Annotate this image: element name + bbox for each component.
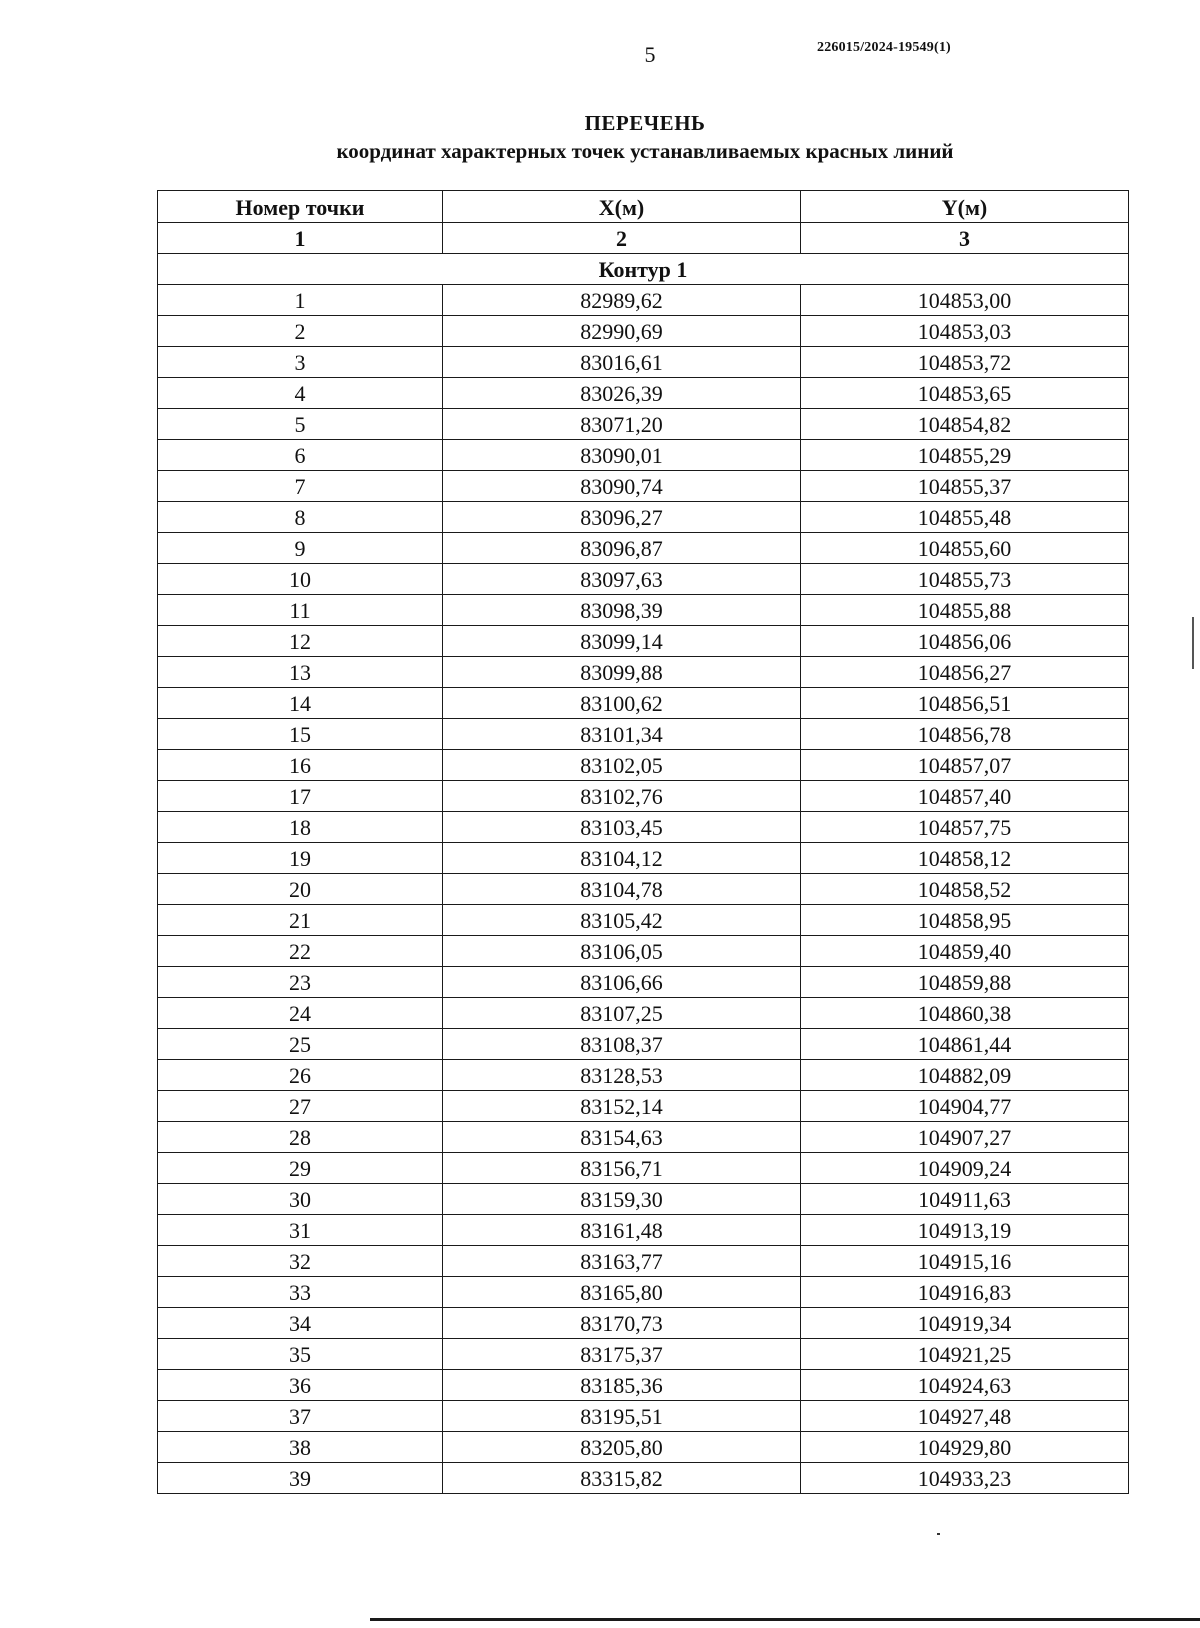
x-coordinate-cell: 83097,63 [443,564,801,595]
table-row [158,409,1129,440]
document-reference: 226015/2024-19549(1) [817,40,951,55]
table-row [158,502,1129,533]
x-coordinate-cell: 83071,20 [443,409,801,440]
x-coordinate-cell: 83096,27 [443,502,801,533]
point-number-cell: 37 [158,1401,443,1432]
point-number-cell: 24 [158,998,443,1029]
point-number-cell: 8 [158,502,443,533]
y-coordinate-cell: 104855,88 [801,595,1129,626]
x-coordinate-cell: 83104,78 [443,874,801,905]
table-row [158,285,1129,316]
x-coordinate-cell: 83102,05 [443,750,801,781]
y-coordinate-cell: 104924,63 [801,1370,1129,1401]
y-coordinate-cell: 104855,73 [801,564,1129,595]
page-number: 5 [644,42,656,67]
point-number-cell: 29 [158,1153,443,1184]
point-number-cell: 22 [158,936,443,967]
y-coordinate-cell: 104856,27 [801,657,1129,688]
x-coordinate-cell: 83156,71 [443,1153,801,1184]
x-coordinate-cell: 83104,12 [443,843,801,874]
point-number-cell: 10 [158,564,443,595]
y-coordinate-cell: 104857,40 [801,781,1129,812]
x-coordinate-cell: 83163,77 [443,1246,801,1277]
table-row [158,657,1129,688]
y-coordinate-cell: 104853,00 [801,285,1129,316]
table-row [158,998,1129,1029]
point-number-cell: 4 [158,378,443,409]
point-number-cell: 36 [158,1370,443,1401]
table-row [158,843,1129,874]
column-header-y: Y(м) [801,191,1129,223]
y-coordinate-cell: 104853,65 [801,378,1129,409]
x-coordinate-cell: 83175,37 [443,1339,801,1370]
point-number-cell: 17 [158,781,443,812]
document-title: ПЕРЕЧЕНЬ [584,111,706,135]
x-coordinate-cell: 83128,53 [443,1060,801,1091]
point-number-cell: 26 [158,1060,443,1091]
x-coordinate-cell: 83096,87 [443,533,801,564]
point-number-cell: 30 [158,1184,443,1215]
table-row [158,1432,1129,1463]
x-coordinate-cell: 83099,14 [443,626,801,657]
table-row [158,378,1129,409]
y-coordinate-cell: 104904,77 [801,1091,1129,1122]
point-number-cell: 3 [158,347,443,378]
y-coordinate-cell: 104858,52 [801,874,1129,905]
table-row [158,471,1129,502]
x-coordinate-cell: 83154,63 [443,1122,801,1153]
y-coordinate-cell: 104909,24 [801,1153,1129,1184]
table-row [158,905,1129,936]
x-coordinate-cell: 83159,30 [443,1184,801,1215]
table-row [158,595,1129,626]
point-number-cell: 31 [158,1215,443,1246]
point-number-cell: 16 [158,750,443,781]
column-number: 3 [801,223,1129,254]
y-coordinate-cell: 104856,78 [801,719,1129,750]
table-row [158,1246,1129,1277]
x-coordinate-cell: 83101,34 [443,719,801,750]
y-coordinate-cell: 104856,51 [801,688,1129,719]
bottom-edge-line [370,1618,1200,1621]
table-row [158,750,1129,781]
table-row [158,440,1129,471]
x-coordinate-cell: 83103,45 [443,812,801,843]
x-coordinate-cell: 83195,51 [443,1401,801,1432]
table-row [158,533,1129,564]
table-row [158,688,1129,719]
point-number-cell: 18 [158,812,443,843]
y-coordinate-cell: 104855,48 [801,502,1129,533]
point-number-cell: 2 [158,316,443,347]
x-coordinate-cell: 83205,80 [443,1432,801,1463]
x-coordinate-cell: 83098,39 [443,595,801,626]
table-row [158,812,1129,843]
point-number-cell: 39 [158,1463,443,1494]
x-coordinate-cell: 83106,05 [443,936,801,967]
column-number-row [158,223,1129,254]
point-number-cell: 15 [158,719,443,750]
x-coordinate-cell: 83105,42 [443,905,801,936]
y-coordinate-cell: 104855,60 [801,533,1129,564]
y-coordinate-cell: 104853,72 [801,347,1129,378]
table-row [158,347,1129,378]
y-coordinate-cell: 104915,16 [801,1246,1129,1277]
table-row [158,1215,1129,1246]
table-row [158,1122,1129,1153]
point-number-cell: 12 [158,626,443,657]
y-coordinate-cell: 104857,07 [801,750,1129,781]
point-number-cell: 32 [158,1246,443,1277]
point-number-cell: 13 [158,657,443,688]
x-coordinate-cell: 83152,14 [443,1091,801,1122]
table-row [158,936,1129,967]
point-number-cell: 14 [158,688,443,719]
table-row [158,1060,1129,1091]
scan-speck [937,1533,940,1535]
table-row [158,1277,1129,1308]
point-number-cell: 7 [158,471,443,502]
x-coordinate-cell: 83170,73 [443,1308,801,1339]
y-coordinate-cell: 104927,48 [801,1401,1129,1432]
table-row [158,1308,1129,1339]
y-coordinate-cell: 104861,44 [801,1029,1129,1060]
y-coordinate-cell: 104921,25 [801,1339,1129,1370]
table-row [158,564,1129,595]
table-header-row [158,191,1129,223]
table-row [158,316,1129,347]
coordinates-table [157,190,1129,1494]
y-coordinate-cell: 104855,37 [801,471,1129,502]
point-number-cell: 11 [158,595,443,626]
x-coordinate-cell: 82989,62 [443,285,801,316]
point-number-cell: 21 [158,905,443,936]
x-coordinate-cell: 83026,39 [443,378,801,409]
y-coordinate-cell: 104856,06 [801,626,1129,657]
table-row [158,967,1129,998]
section-row [158,254,1129,285]
x-coordinate-cell: 83161,48 [443,1215,801,1246]
column-header-point-number: Номер точки [158,191,443,223]
x-coordinate-cell: 83108,37 [443,1029,801,1060]
x-coordinate-cell: 83090,74 [443,471,801,502]
point-number-cell: 20 [158,874,443,905]
column-number: 2 [443,223,801,254]
x-coordinate-cell: 83102,76 [443,781,801,812]
point-number-cell: 9 [158,533,443,564]
table-row [158,874,1129,905]
y-coordinate-cell: 104860,38 [801,998,1129,1029]
column-header-x: X(м) [443,191,801,223]
document-subtitle: координат характерных точек устанавливаемых красных линий [336,139,954,163]
y-coordinate-cell: 104919,34 [801,1308,1129,1339]
scan-edge-mark [1192,617,1194,669]
point-number-cell: 35 [158,1339,443,1370]
table-row [158,781,1129,812]
x-coordinate-cell: 83099,88 [443,657,801,688]
y-coordinate-cell: 104916,83 [801,1277,1129,1308]
y-coordinate-cell: 104882,09 [801,1060,1129,1091]
x-coordinate-cell: 83315,82 [443,1463,801,1494]
table-row [158,1153,1129,1184]
y-coordinate-cell: 104929,80 [801,1432,1129,1463]
y-coordinate-cell: 104855,29 [801,440,1129,471]
y-coordinate-cell: 104907,27 [801,1122,1129,1153]
x-coordinate-cell: 83185,36 [443,1370,801,1401]
y-coordinate-cell: 104859,88 [801,967,1129,998]
table-row [158,626,1129,657]
column-number: 1 [158,223,443,254]
point-number-cell: 19 [158,843,443,874]
x-coordinate-cell: 83165,80 [443,1277,801,1308]
point-number-cell: 5 [158,409,443,440]
table-row [158,1029,1129,1060]
y-coordinate-cell: 104858,95 [801,905,1129,936]
point-number-cell: 1 [158,285,443,316]
x-coordinate-cell: 83106,66 [443,967,801,998]
point-number-cell: 27 [158,1091,443,1122]
y-coordinate-cell: 104858,12 [801,843,1129,874]
table-row [158,1091,1129,1122]
table-row [158,1401,1129,1432]
y-coordinate-cell: 104857,75 [801,812,1129,843]
table-row [158,1339,1129,1370]
x-coordinate-cell: 83090,01 [443,440,801,471]
point-number-cell: 38 [158,1432,443,1463]
y-coordinate-cell: 104853,03 [801,316,1129,347]
y-coordinate-cell: 104911,63 [801,1184,1129,1215]
point-number-cell: 28 [158,1122,443,1153]
y-coordinate-cell: 104859,40 [801,936,1129,967]
x-coordinate-cell: 83100,62 [443,688,801,719]
y-coordinate-cell: 104854,82 [801,409,1129,440]
point-number-cell: 34 [158,1308,443,1339]
table-row [158,1184,1129,1215]
point-number-cell: 6 [158,440,443,471]
table-row [158,1370,1129,1401]
point-number-cell: 25 [158,1029,443,1060]
x-coordinate-cell: 82990,69 [443,316,801,347]
section-label: Контур 1 [158,254,1129,285]
point-number-cell: 23 [158,967,443,998]
table-row [158,1463,1129,1494]
x-coordinate-cell: 83016,61 [443,347,801,378]
y-coordinate-cell: 104933,23 [801,1463,1129,1494]
table-row [158,719,1129,750]
point-number-cell: 33 [158,1277,443,1308]
x-coordinate-cell: 83107,25 [443,998,801,1029]
y-coordinate-cell: 104913,19 [801,1215,1129,1246]
